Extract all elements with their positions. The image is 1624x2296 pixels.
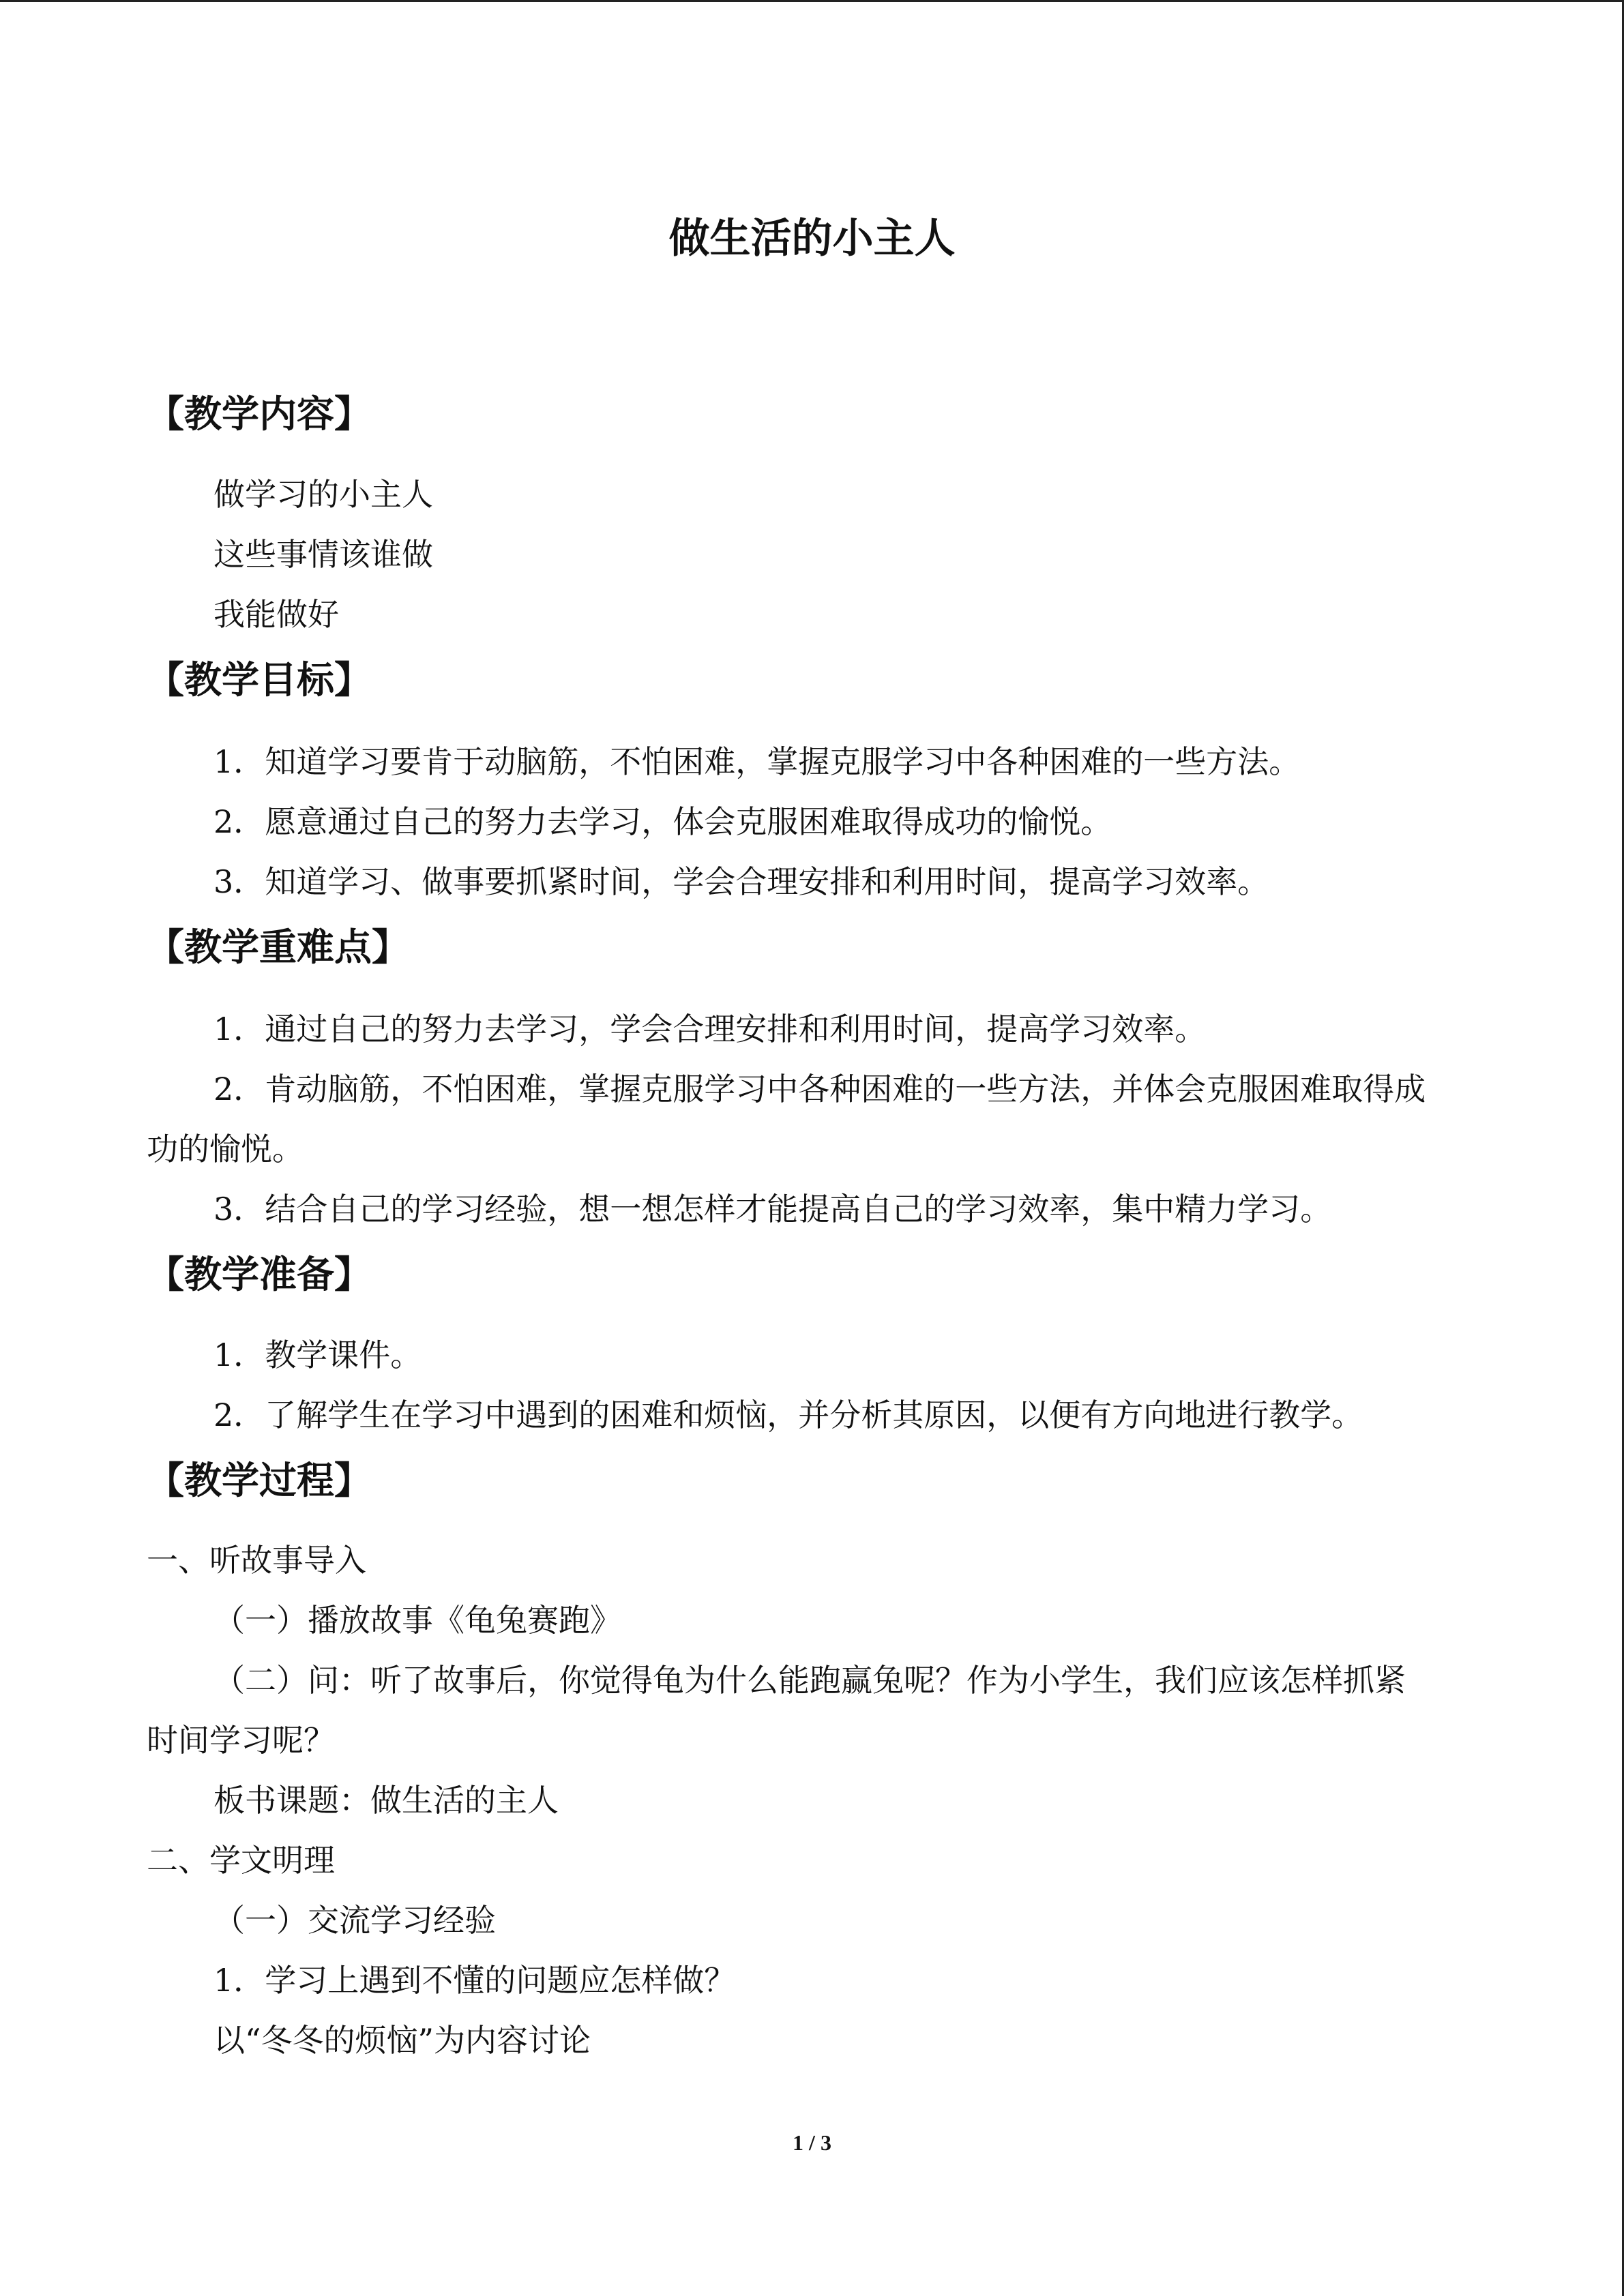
section-heading-content: 【教学内容】 bbox=[147, 392, 372, 436]
section-heading-key-points: 【教学重难点】 bbox=[147, 925, 410, 969]
content-item-3: 我能做好 bbox=[213, 596, 339, 633]
key-point-item-3: 3．结合自己的学习经验，想一想怎样才能提高自己的学习效率，集中精力学习。 bbox=[213, 1191, 1332, 1227]
process-part1-sub1: （一）播放故事《龟兔赛跑》 bbox=[213, 1602, 621, 1639]
preparation-item-2: 2．了解学生在学习中遇到的困难和烦恼，并分析其原因，以便有方向地进行教学。 bbox=[213, 1397, 1363, 1433]
goal-item-2: 2．愿意通过自己的努力去学习，体会克服困难取得成功的愉悦。 bbox=[213, 803, 1112, 840]
goal-item-1: 1．知道学习要肯于动脑筋，不怕困难，掌握克服学习中各种困难的一些方法。 bbox=[213, 743, 1301, 780]
process-part1-board: 板书课题：做生活的主人 bbox=[213, 1782, 559, 1819]
content-item-2: 这些事情该谁做 bbox=[213, 536, 433, 573]
page-number: 1 / 3 bbox=[793, 2130, 831, 2155]
section-heading-goals: 【教学目标】 bbox=[147, 658, 372, 702]
goal-item-3: 3．知道学习、做事要抓紧时间，学会合理安排和利用时间，提高学习效率。 bbox=[213, 863, 1269, 900]
content-item-1: 做学习的小主人 bbox=[213, 476, 433, 513]
key-point-item-1: 1．通过自己的努力去学习，学会合理安排和利用时间，提高学习效率。 bbox=[213, 1011, 1207, 1047]
preparation-item-1: 1．教学课件。 bbox=[213, 1337, 422, 1373]
process-part2-title: 二、学文明理 bbox=[147, 1842, 335, 1879]
process-part2-discuss: 以“冬冬的烦恼”为内容讨论 bbox=[213, 2022, 591, 2059]
section-heading-preparation: 【教学准备】 bbox=[147, 1253, 372, 1296]
document-title: 做生活的小主人 bbox=[668, 215, 956, 263]
key-point-item-2-line-2: 功的愉悦。 bbox=[147, 1131, 304, 1167]
process-part1-sub2-line-2: 时间学习呢？ bbox=[147, 1722, 335, 1759]
process-part2-sub1: （一）交流学习经验 bbox=[213, 1902, 496, 1939]
page-border-top bbox=[0, 0, 1624, 2]
section-heading-process: 【教学过程】 bbox=[147, 1459, 372, 1502]
process-part1-title: 一、听故事导入 bbox=[147, 1542, 366, 1579]
process-part2-question-1: 1．学习上遇到不懂的问题应怎样做？ bbox=[213, 1962, 736, 1999]
process-part1-sub2-line-1: （二）问：听了故事后，你觉得龟为什么能跑赢兔呢？作为小学生，我们应该怎样抓紧 bbox=[213, 1662, 1406, 1699]
key-point-item-2-line-1: 2．肯动脑筋，不怕困难，掌握克服学习中各种困难的一些方法，并体会克服困难取得成 bbox=[213, 1071, 1426, 1107]
